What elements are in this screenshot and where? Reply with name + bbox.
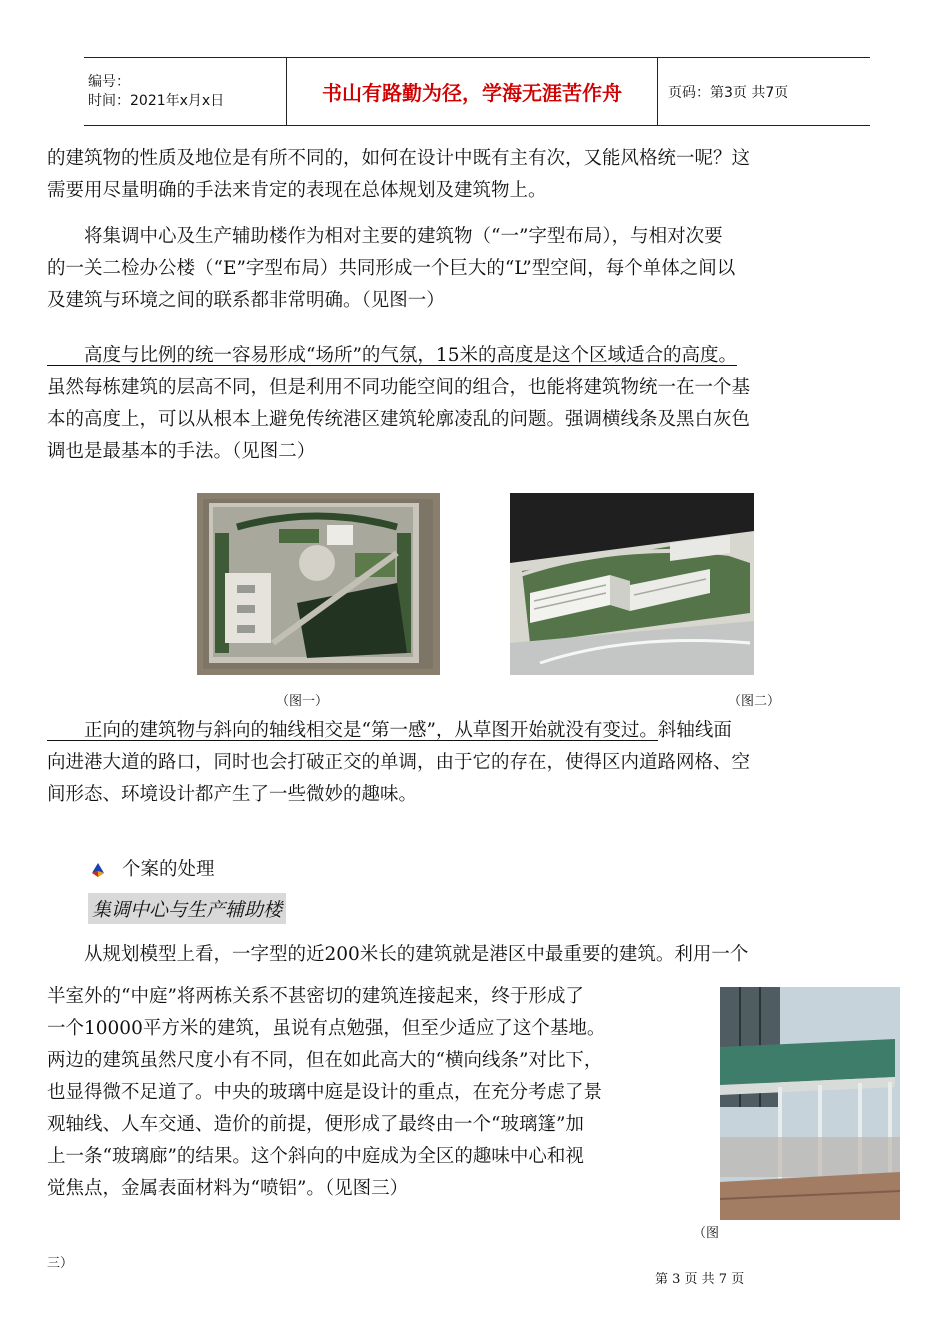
header-page-label: 页码：第3页 共7页: [668, 84, 789, 101]
text-line: 调也是最基本的手法。（见图二）: [47, 441, 316, 462]
text-line: 也显得微不足道了。中央的玻璃中庭是设计的重点，在充分考虑了景: [47, 1082, 603, 1103]
text-line: 半室外的“中庭”将两栋关系不甚密切的建筑连接起来，终于形成了: [47, 986, 584, 1007]
figure-2-image: [510, 493, 754, 675]
text-line: [47, 715, 905, 747]
figure-2-caption: （图二）: [728, 694, 781, 709]
number-label: 编号：: [88, 73, 130, 90]
paragraph-5-first-line: 从规划模型上看，一字型的近200米长的建筑就是港区中最重要的建筑。利用一个: [47, 944, 749, 965]
text-line: 虽然每栋建筑的层高不同，但是利用不同功能空间的组合，也能将建筑物统一在一个基: [47, 377, 751, 398]
figure-3-caption-start: （图: [693, 1226, 720, 1241]
text-line: 需要用尽量明确的手法来肯定的表现在总体规划及建筑物上。: [47, 180, 547, 201]
section-title: 个案的处理: [122, 859, 215, 880]
time-label: 时间：2021年x月x日: [88, 92, 225, 109]
paragraph-5: [47, 981, 727, 1205]
text-line: 上一条“玻璃廊”的结果。这个斜向的中庭成为全区的趣味中心和视: [47, 1146, 584, 1167]
figure-1-caption: （图一）: [276, 694, 329, 709]
text-line: 间形态、环境设计都产生了一些微妙的趣味。: [47, 784, 418, 805]
text-line: 觉焦点，金属表面材料为“喷铝”。（见图三）: [47, 1178, 409, 1199]
paragraph-2: [47, 221, 905, 317]
paragraph-1: [47, 143, 905, 207]
header-motto: 书山有路勤为径，学海无涯苦作舟: [286, 58, 658, 125]
paragraph-3: [47, 340, 905, 468]
paragraph-4: [47, 715, 905, 811]
figure-3-caption-end: 三）: [47, 1256, 74, 1271]
figure-1-image: [197, 493, 440, 675]
bullet-icon: [92, 862, 104, 881]
text-line: 的建筑物的性质及地位是有所不同的，如何在设计中既有主有次，又能风格统一呢？这: [47, 148, 751, 169]
text-line: 向进港大道的路口，同时也会打破正交的单调，由于它的存在，使得区内道路网格、空: [47, 752, 751, 773]
page-footer: 第 3 页 共 7 页: [655, 1272, 745, 1287]
text-line: 观轴线、人车交通、造价的前提，便形成了最终由一个“玻璃篷”加: [47, 1114, 584, 1135]
text-line: 本的高度上，可以从根本上避免传统港区建筑轮廓凌乱的问题。强调横线条及黑白灰色: [47, 409, 751, 430]
underlined-sentence: 正向的建筑物与斜向的轴线相交是“第一感”，从草图开始就没有变过。: [47, 720, 658, 741]
figure-3-image: [720, 987, 900, 1220]
text-line: 及建筑与环境之间的联系都非常明确。（见图一）: [47, 290, 445, 311]
text-line: 的一关二检办公楼（“E”字型布局）共同形成一个巨大的“L”型空间，每个单体之间以: [47, 258, 736, 279]
subsection-title: 集调中心与生产辅助楼: [88, 893, 286, 924]
text-line-tail: 斜轴线面: [657, 720, 732, 741]
page-header: [84, 57, 870, 126]
text-line: 一个10000平方米的建筑，虽说有点勉强，但至少适应了这个基地。: [47, 1018, 606, 1039]
underlined-sentence: 高度与比例的统一容易形成“场所”的气氛，15米的高度是这个区域适合的高度。: [47, 345, 737, 366]
header-meta: [84, 58, 286, 125]
text-line: 两边的建筑虽然尺度小有不同，但在如此高大的“横向线条”对比下，: [47, 1050, 603, 1071]
text-line: 将集调中心及生产辅助楼作为相对主要的建筑物（“一”字型布局），与相对次要: [47, 226, 723, 247]
